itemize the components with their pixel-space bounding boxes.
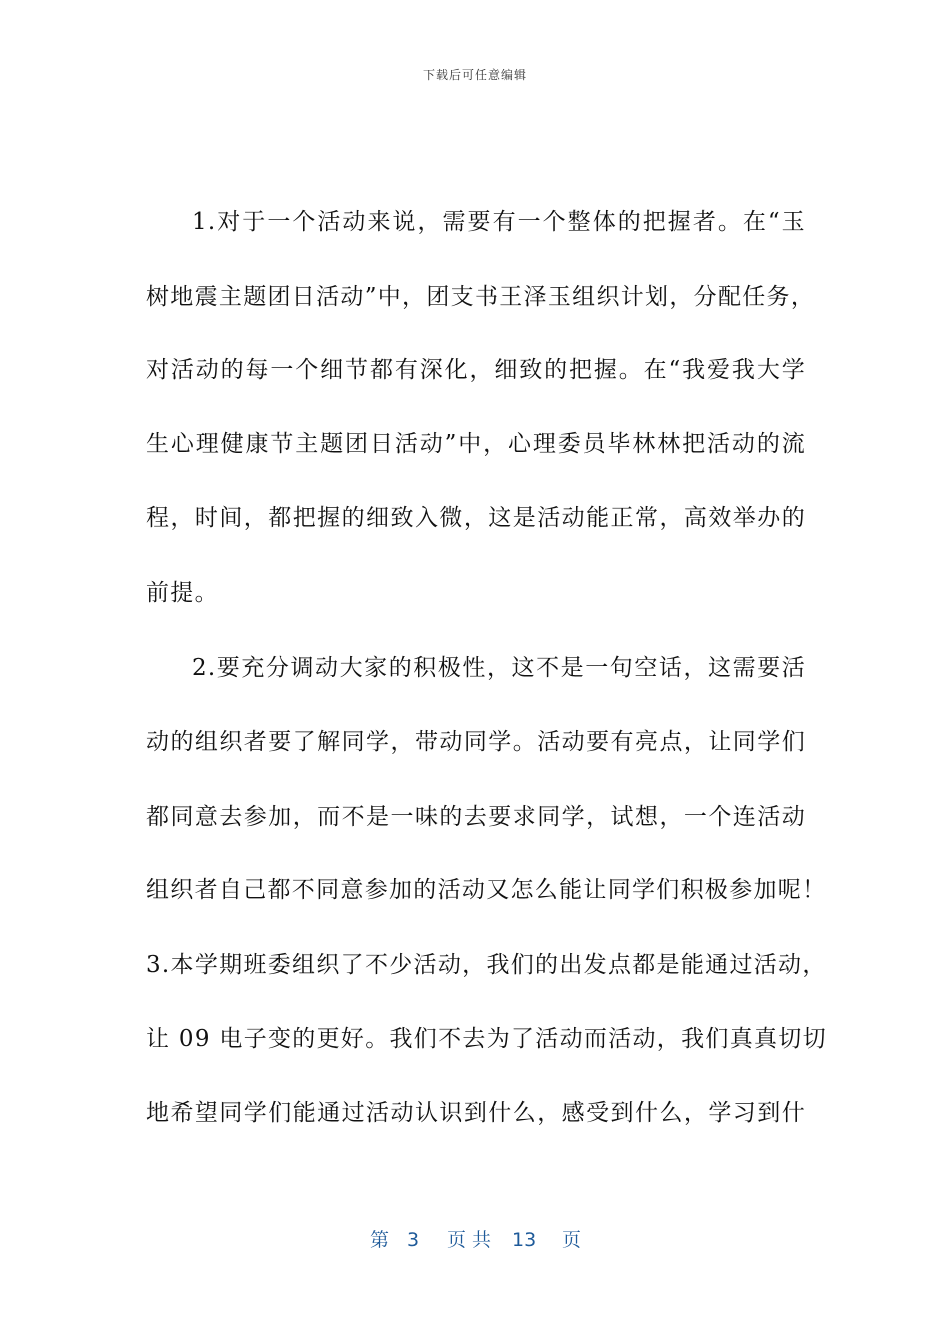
paragraph-1-line-3: 对活动的每一个细节都有深化，细致的把握。在“我爱我大学 — [146, 357, 806, 383]
paragraph-2-line-3: 都同意去参加，而不是一味的去要求同学，试想，一个连活动 — [146, 804, 806, 830]
paragraph-3-line-1: 3.本学期班委组织了不少活动，我们的出发点都是能通过活动， — [146, 952, 827, 978]
paragraph-1-line-4: 生心理健康节主题团日活动”中，心理委员毕林林把活动的流 — [146, 431, 806, 457]
paragraph-2-line-2: 动的组织者要了解同学，带动同学。活动要有亮点，让同学们 — [146, 729, 806, 755]
page-current-number: 3 — [407, 1229, 420, 1251]
paragraph-3-line-2: 让 09 电子变的更好。我们不去为了活动而活动，我们真真切切 — [146, 1026, 827, 1052]
paragraph-1-line-2: 树地震主题团日活动”中，团支书王泽玉组织计划，分配任务， — [146, 284, 816, 310]
paragraph-1-line-6: 前提。 — [146, 580, 219, 606]
header-note: 下载后可任意编辑 — [422, 68, 527, 82]
paragraph-2-line-4: 组织者自己都不同意参加的活动又怎么能让同学们积极参加呢！ — [146, 877, 827, 903]
page-label: 第 — [370, 1229, 390, 1251]
page-footer — [0, 1226, 950, 1254]
paragraph-1-line-1: 1.对于一个活动来说，需要有一个整体的把握者。在“玉 — [192, 209, 806, 235]
paragraph-1-line-5: 程，时间，都把握的细致入微，这是活动能正常，高效举办的 — [146, 505, 806, 531]
paragraph-2-line-1: 2.要充分调动大家的积极性，这不是一句空话，这需要活 — [192, 655, 806, 681]
paragraph-3-line-3: 地希望同学们能通过活动认识到什么，感受到什么，学习到什 — [146, 1100, 806, 1126]
page-of-total-label: 页 共 — [447, 1229, 492, 1251]
page-total-number: 13 — [512, 1229, 537, 1251]
page-suffix: 页 — [562, 1229, 582, 1251]
